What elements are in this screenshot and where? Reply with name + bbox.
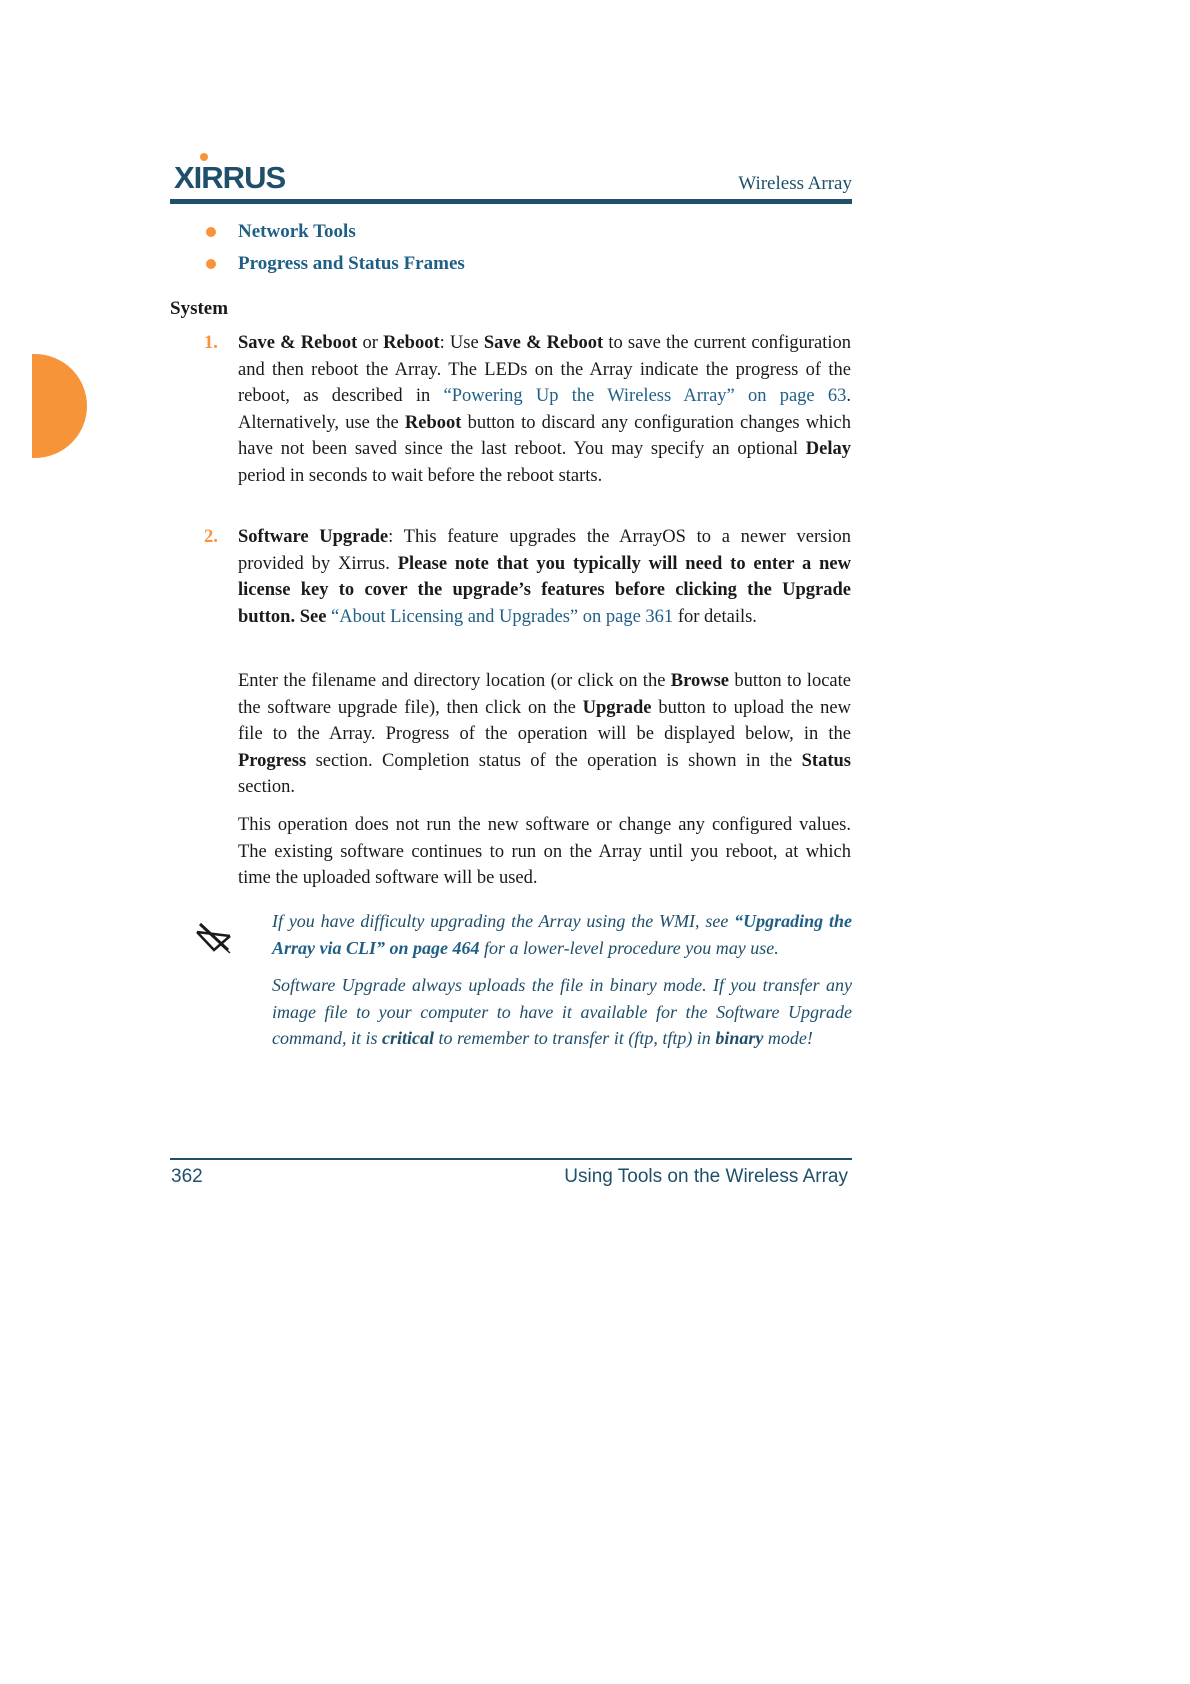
item-save-reboot	[238, 330, 851, 489]
upgrade-instructions	[238, 668, 851, 801]
term-browse: Browse	[670, 671, 730, 691]
bullet-item[interactable]	[202, 250, 465, 282]
note-binary-mode	[272, 972, 852, 1052]
text: Enter the filename and directory location (or click on the	[238, 671, 671, 691]
header-title: Wireless Array	[738, 173, 852, 194]
term-save-reboot: Save & Reboot	[238, 333, 358, 353]
item-number: 1.	[204, 333, 218, 353]
term-reboot: Reboot	[404, 412, 462, 433]
text: to save the current configuration and then reboot the Array. The LEDs on the Array indicate the progress of the reboot, as described in	[238, 333, 851, 406]
bullet-dot-icon	[206, 259, 216, 269]
item-number: 2.	[204, 527, 218, 547]
text: to remember to transfer it (ftp, tftp) in	[434, 1028, 716, 1048]
text: This operation does not run the new software or change any configured values. The existing software continues to run on the Array until you reboot, at which time the uploaded software will be used.	[238, 815, 851, 888]
text: Software Upgrade always uploads the file in binary mode. If you transfer any image file to your computer to have it available for the Software Upgrade command, it is	[272, 975, 852, 1048]
bullet-link[interactable]: Network Tools	[238, 221, 356, 242]
text: for details.	[673, 606, 757, 627]
text: button to locate the software upgrade file), then click on the	[238, 671, 851, 718]
term-status: Status	[801, 750, 851, 771]
term-reboot: Reboot	[383, 333, 440, 353]
note-pencil-icon	[194, 920, 234, 958]
xirrus-logo-mark	[174, 152, 314, 192]
svg-text:XIRRUS: XIRRUS	[174, 160, 286, 192]
bullet-list	[202, 218, 465, 282]
side-tab-marker	[32, 354, 87, 458]
text: button to discard any configuration changes which have not been saved since the last reboot. You may specify an optional	[238, 412, 852, 459]
footer-rule	[170, 1158, 852, 1160]
text: section. Completion status of the operation is shown in the	[306, 750, 802, 771]
text: mode!	[763, 1028, 813, 1048]
bullet-link[interactable]: Progress and Status Frames	[238, 253, 465, 274]
term-software-upgrade: Software Upgrade	[238, 527, 389, 547]
text: : This feature upgrades the ArrayOS to a newer version provided by Xirrus.	[238, 527, 852, 574]
page-number: 362	[171, 1166, 203, 1187]
text: section.	[238, 777, 296, 797]
xirrus-logo	[174, 152, 314, 196]
bullet-dot-icon	[206, 227, 216, 237]
text: If you have difficulty upgrading the Array using the WMI, see	[272, 911, 735, 931]
header-rule	[170, 199, 852, 204]
term-critical: critical	[382, 1028, 434, 1048]
text: . Alternatively, use the	[238, 386, 851, 433]
link-powering-up[interactable]: “Powering Up the Wireless Array” on page 63	[443, 386, 847, 406]
term-binary: binary	[715, 1028, 764, 1048]
link-licensing[interactable]: “About Licensing and Upgrades” on page 361	[331, 606, 674, 627]
upgrade-explanation	[238, 812, 851, 892]
license-note: Please note that you typically will need to enter a new license key to cover the upgrade’s features before clicking the Upgrade button. See	[238, 553, 851, 627]
text: : Use	[439, 333, 484, 353]
note-upgrade-cli	[272, 908, 852, 961]
term-delay: Delay	[805, 439, 851, 459]
link-upgrading-cli[interactable]: “Upgrading the Array via CLI” on page 464	[272, 911, 852, 958]
text: for a lower-level procedure you may use.	[479, 937, 779, 958]
term-progress: Progress	[238, 750, 307, 771]
item-software-upgrade	[238, 524, 851, 630]
footer-title: Using Tools on the Wireless Array	[564, 1166, 848, 1187]
term-save-reboot: Save & Reboot	[483, 333, 604, 353]
section-heading: System	[170, 298, 229, 319]
bullet-item[interactable]	[202, 218, 465, 250]
text: button to upload the new file to the Array. Progress of the operation will be displayed below, in the	[238, 697, 851, 744]
text: period in seconds to wait before the reboot starts.	[238, 465, 603, 486]
text: or	[357, 333, 384, 353]
term-upgrade: Upgrade	[582, 697, 652, 718]
note-pencil-icon-svg	[194, 920, 234, 954]
